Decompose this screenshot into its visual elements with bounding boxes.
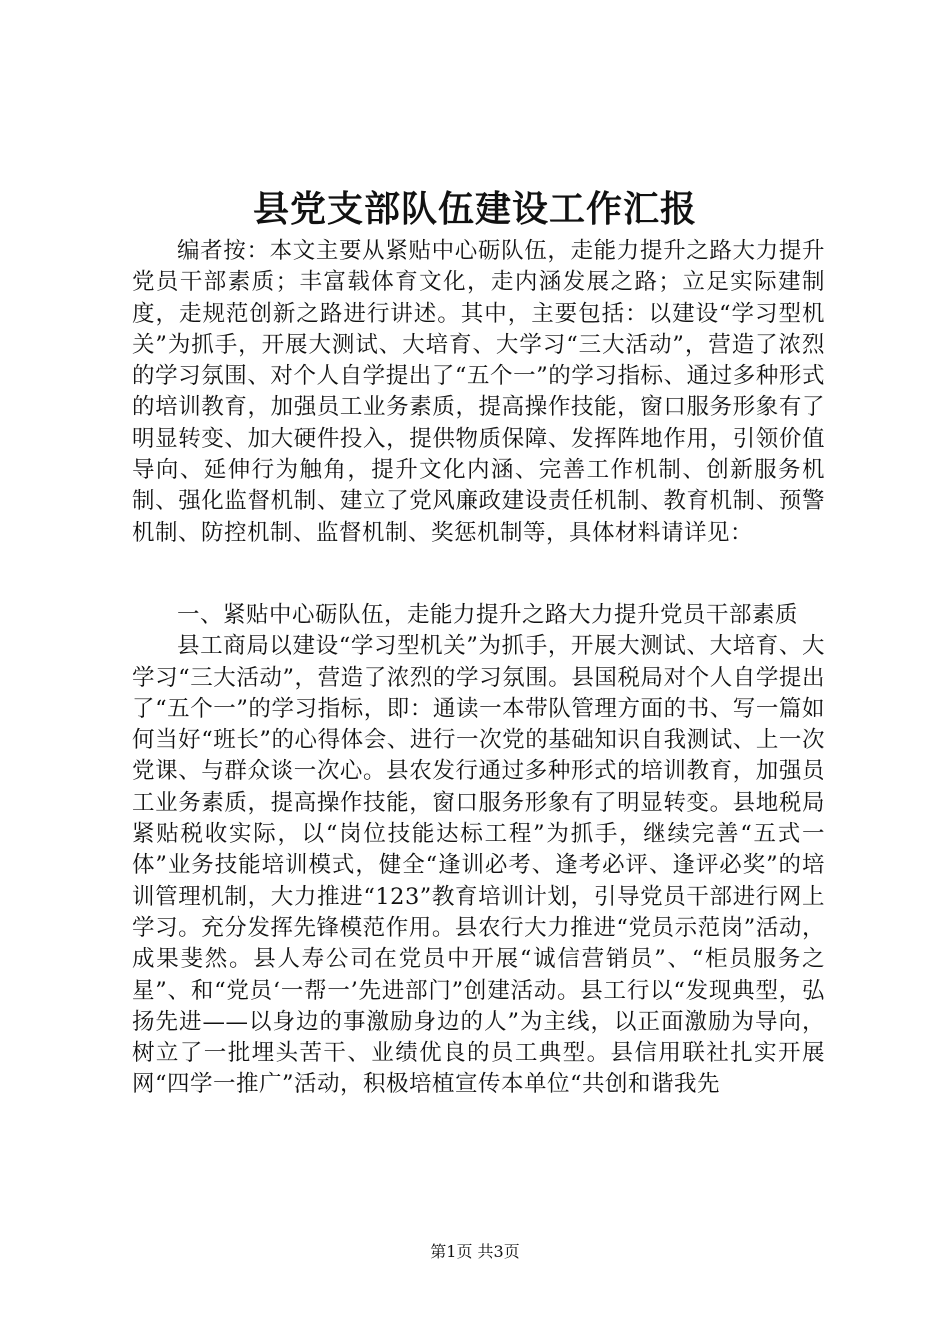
- intro-paragraph: 编者按：本文主要从紧贴中心砺队伍，走能力提升之路大力提升党员干部素质；丰富载体育文化，走内涵发展之路；立足实际建制度，走规范创新之路进行讲述。其中，主要包括：以建设“学习型机关”为抓手，开展大测试、大培育、大学习“三大活动”，营造了浓烈的学习氛围、对个人自学提出了“五个一”的学习指标、通过多种形式的培训教育，加强员工业务素质，提高操作技能，窗口服务形象有了明显转变、加大硬件投入，提供物质保障、发挥阵地作用，引领价值导向、延伸行为触角，提升文化内涵、完善工作机制、创新服务机制、强化监督机制、建立了党风廉政建设责任机制、教育机制、预警机制、防控机制、监督机制、奖惩机制等，具体材料请详见：: [132, 238, 825, 546]
- page-footer: 第1页 共3页: [430, 1242, 520, 1261]
- section-paragraph: 县工商局以建设“学习型机关”为抓手，开展大测试、大培育、大学习“三大活动”，营造了浓烈的学习氛围。县国税局对个人自学提出了“五个一”的学习指标，即：通读一本带队管理方面的书、写一篇如何当好“班长”的心得体会、进行一次党的基础知识自我测试、上一次党课、与群众谈一次心。县农发行通过多种形式的培训教育，加强员工业务素质，提高操作技能，窗口服务形象有了明显转变。县地税局紧贴税收实际，以“岗位技能达标工程”为抓手，继续完善“五式一体”业务技能培训模式，健全“逢训必考、逢考必评、逢评必奖”的培训管理机制，大力推进“123”教育培训计划，引导党员干部进行网上学习。充分发挥先锋模范作用。县农行大力推进“党员示范岗”活动，成果斐然。县人寿公司在党员中开展“诚信营销员”、“柜员服务之星”、和“党员‘一帮一’先进部门”创建活动。县工行以“发现典型，弘扬先进——以身边的事激励身边的人”为主线，以正面激励为导向，树立了一批埋头苦干、业绩优良的员工典型。县信用联社扎实开展网“四学一推广”活动，积极培植宣传本单位“共创和谐我先: [132, 633, 825, 1098]
- editor-note: [132, 236, 825, 549]
- section-1: [132, 600, 825, 1101]
- section-heading: 一、紧贴中心砺队伍，走能力提升之路大力提升党员干部素质: [177, 602, 799, 628]
- document-title: 县党支部队伍建设工作汇报: [252, 188, 697, 230]
